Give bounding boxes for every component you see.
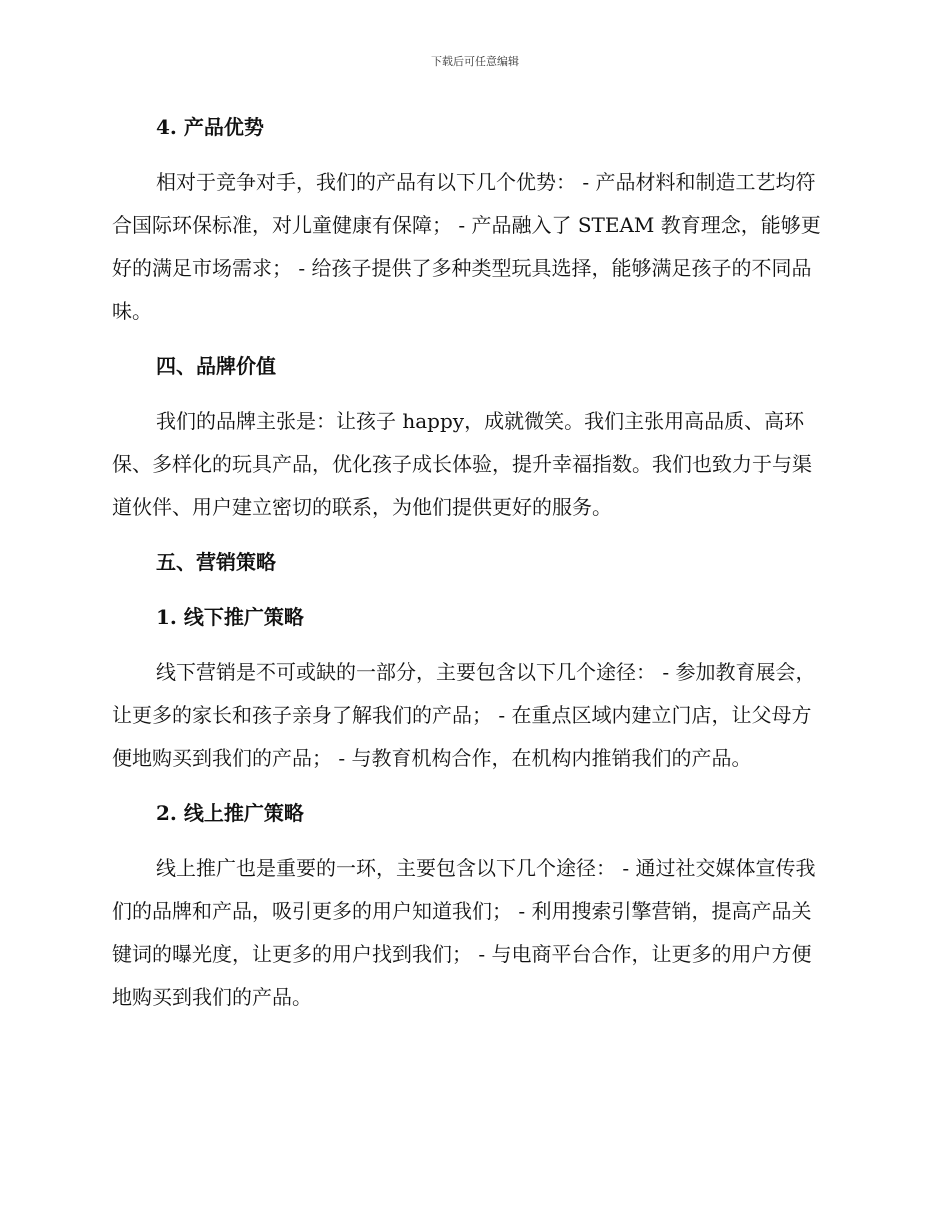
page-header: 下载后可任意编辑 (431, 55, 519, 68)
section-heading-offline-promotion: 1. 线下推广策略 (156, 605, 304, 629)
paragraph-product-advantages: 相对于竞争对手，我们的产品有以下几个优势： - 产品材料和制造工艺均符合国际环保标准，对儿童健康有保障； - 产品融入了 STEAM 教育理念，能够更好的满足市场需求； - 给孩子提供了多种类型玩具选择，能够满足孩子的不同品味。 (112, 170, 821, 323)
section-heading-online-promotion: 2. 线上推广策略 (156, 801, 304, 825)
paragraph-online-promotion: 线上推广也是重要的一环，主要包含以下几个途径： - 通过社交媒体宣传我们的品牌和产品，吸引更多的用户知道我们； - 利用搜索引擎营销，提高产品关键词的曝光度，让更多的用户找到我们； - 与电商平台合作，让更多的用户方便地购买到我们的产品。 (112, 856, 816, 1009)
document-body (112, 106, 830, 1019)
section-heading-brand-value: 四、品牌价值 (156, 354, 276, 378)
section-heading-product-advantages: 4. 产品优势 (156, 115, 264, 139)
section-heading-marketing-strategy: 五、营销策略 (156, 550, 276, 574)
paragraph-offline-promotion: 线下营销是不可或缺的一部分，主要包含以下几个途径： - 参加教育展会，让更多的家长和孩子亲身了解我们的产品； - 在重点区域内建立门店，让父母方便地购买到我们的产品； - 与教育机构合作，在机构内推销我们的产品。 (112, 660, 816, 770)
paragraph-brand-value: 我们的品牌主张是：让孩子 happy，成就微笑。我们主张用高品质、高环保、多样化的玩具产品，优化孩子成长体验，提升幸福指数。我们也致力于与渠道伙伴、用户建立密切的联系，为他们提供更好的服务。 (112, 409, 812, 519)
